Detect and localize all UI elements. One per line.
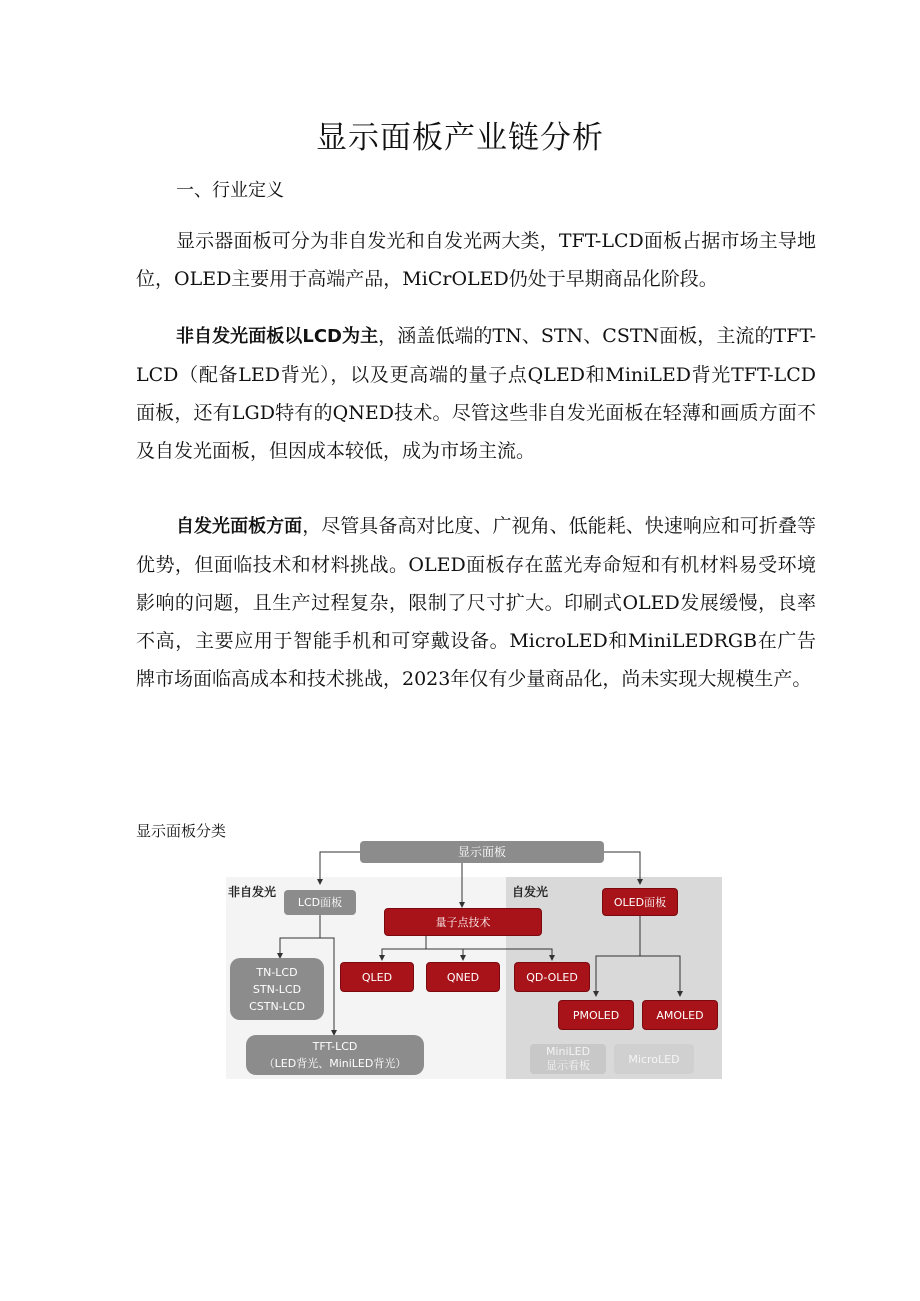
node-tft-lcd: [246, 1035, 424, 1075]
page-title: 显示面板产业链分析: [316, 120, 604, 156]
node-miniled-line1: MiniLED: [545, 1045, 591, 1058]
paragraph-body-non-emissive: ，涵盖低端的TN、STN、CSTN面板，主流的TFT-LCD（配备LED背光），以及更高端的量子点QLED和MiniLED背光TFT-LCD面板，还有LGD特有的QNED技术。尽管这些非自发光面板在轻薄和画质方面不及自发光面板，但因成本较低，成为市场主流。: [136, 325, 817, 462]
node-tn-lcd: TN-LCD: [256, 965, 298, 979]
node-stn-lcd: STN-LCD: [252, 982, 302, 996]
root-node-display-panel: 显示面板: [360, 841, 604, 863]
node-quantum-dot: 量子点技术: [384, 908, 542, 936]
section-heading: 一、行业定义: [176, 180, 284, 201]
node-miniled-signage: [530, 1044, 606, 1074]
node-pmoled: PMOLED: [558, 1000, 634, 1030]
paragraph-lead-non-emissive: 非自发光面板以LCD为主: [176, 326, 379, 347]
node-qled: QLED: [340, 962, 414, 992]
paragraph-non-emissive: [136, 317, 816, 470]
node-qd-oled: QD-OLED: [514, 962, 590, 992]
display-panel-classification-diagram: [226, 836, 722, 1079]
paragraph-body-emissive: ，尽管具备高对比度、广视角、低能耗、快速响应和可折叠等优势，但面临技术和材料挑战。OLED面板存在蓝光寿命短和有机材料易受环境影响的问题，且生产过程复杂，限制了尺寸扩大。印刷式OLED发展缓慢，良率不高，主要应用于智能手机和可穿戴设备。MicroLED和MiniLEDRGB在广告牌市场面临高成本和技术挑战，2023年仅有少量商品化，尚未实现大规模生产。: [136, 515, 816, 690]
node-cstn-lcd: CSTN-LCD: [249, 999, 305, 1013]
paragraph-definition: 显示器面板可分为非自发光和自发光两大类，TFT-LCD面板占据市场主导地位，OLED主要用于高端产品，MiCrOLED仍处于早期商品化阶段。: [136, 230, 816, 290]
figure-caption: 显示面板分类: [136, 822, 227, 840]
paragraph-emissive: [136, 507, 816, 698]
node-tn-stn-cstn-group: [230, 958, 324, 1020]
node-tft-lcd-subtitle: （LED背光、MiniLED背光）: [263, 1057, 407, 1070]
node-tft-lcd-title: TFT-LCD: [312, 1040, 358, 1053]
node-microled: MicroLED: [614, 1044, 694, 1074]
node-miniled-line2: 显示看板: [546, 1059, 590, 1072]
node-oled-panel: OLED面板: [602, 888, 678, 916]
region-label-emissive: 自发光: [512, 885, 549, 899]
node-amoled: AMOLED: [642, 1000, 718, 1030]
region-label-non-emissive: 非自发光: [228, 885, 277, 899]
paragraph-lead-emissive: 自发光面板方面: [176, 516, 303, 537]
node-lcd-panel: LCD面板: [284, 890, 356, 915]
node-qned: QNED: [426, 962, 500, 992]
